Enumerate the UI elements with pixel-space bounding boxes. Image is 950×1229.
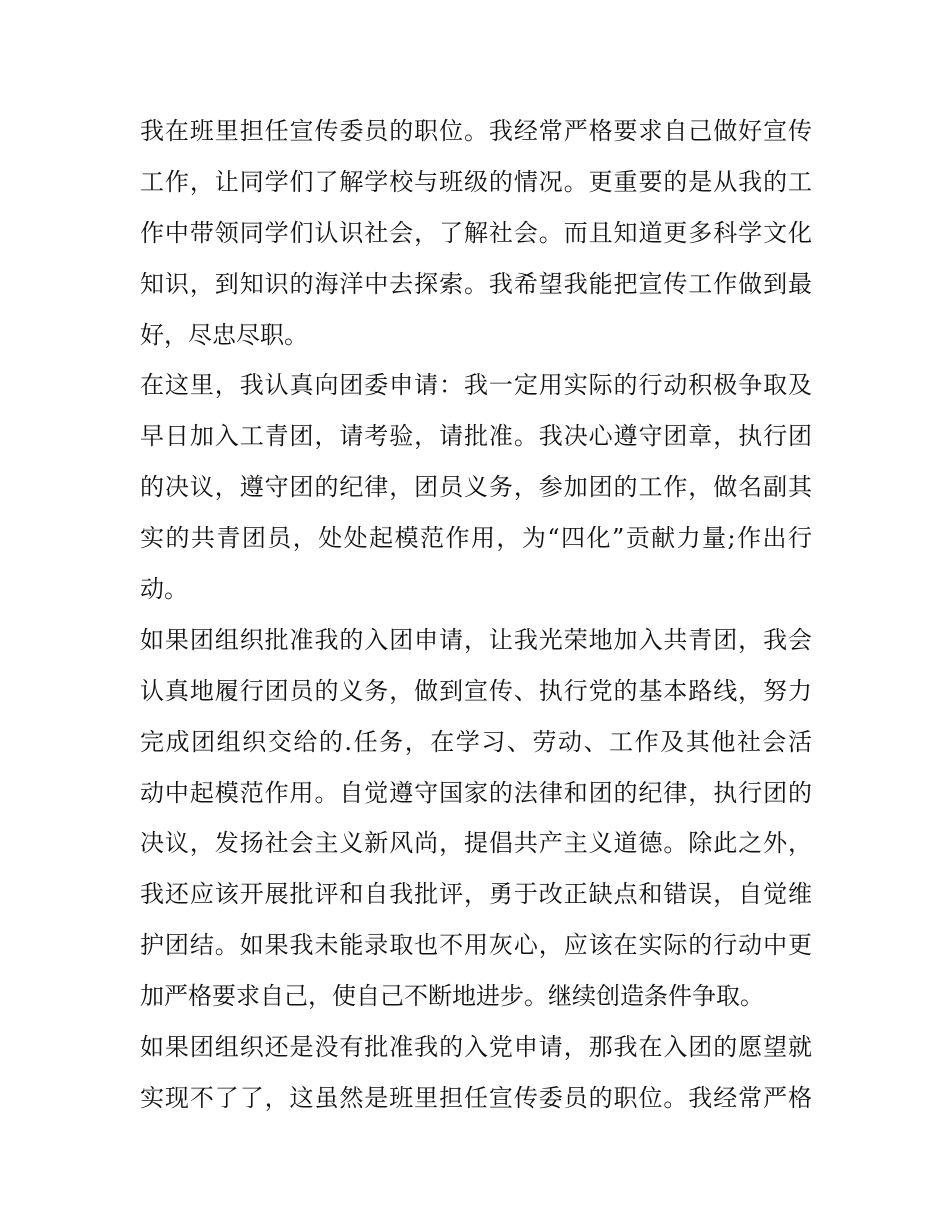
text-line: 好，尽忠尽职。 <box>140 320 308 349</box>
text-line: 动。 <box>140 575 188 604</box>
body-text <box>140 106 812 1124</box>
text-line: 的决议，遵守团的纪律，团员义务，参加团的工作，做名副其 <box>140 473 812 502</box>
text-line: 决议，发扬社会主义新风尚，提倡共产主义道德。除此之外， <box>140 829 812 858</box>
text-line: 如果团组织批准我的入团申请，让我光荣地加入共青团，我会 <box>140 625 812 654</box>
text-line: 完成团组织交给的.任务，在学习、劳动、工作及其他社会活 <box>140 727 812 756</box>
text-line: 认真地履行团员的义务，做到宣传、执行党的基本路线，努力 <box>140 676 812 705</box>
text-line: 知识，到知识的海洋中去探索。我希望我能把宣传工作做到最 <box>140 269 812 298</box>
text-line: 我在班里担任宣传委员的职位。我经常严格要求自己做好宣传 <box>140 117 812 145</box>
text-line: 加严格要求自己，使自己不断地进步。继续创造条件争取。 <box>140 982 764 1011</box>
text-line: 工作，让同学们了解学校与班级的情况。更重要的是从我的工 <box>140 167 812 196</box>
text-line: 早日加入工青团，请考验，请批准。我决心遵守团章，执行团 <box>140 422 812 451</box>
text-line: 动中起模范作用。自觉遵守国家的法律和团的纪律，执行团的 <box>140 778 812 807</box>
text-line: 在这里，我认真向团委申请：我一定用实际的行动积极争取及 <box>140 371 812 400</box>
text-line: 我还应该开展批评和自我批评，勇于改正缺点和错误，自觉维 <box>140 880 812 909</box>
text-line: 作中带领同学们认识社会，了解社会。而且知道更多科学文化 <box>140 218 812 247</box>
text-line: 如果团组织还是没有批准我的入党申请，那我在入团的愿望就 <box>140 1033 812 1062</box>
text-line: 护团结。如果我未能录取也不用灰心，应该在实际的行动中更 <box>140 931 812 960</box>
text-line: 实现不了了，这虽然是班里担任宣传委员的职位。我经常严格 <box>140 1083 812 1112</box>
text-line: 实的共青团员，处处起模范作用，为“四化”贡献力量;作出行 <box>140 524 812 553</box>
